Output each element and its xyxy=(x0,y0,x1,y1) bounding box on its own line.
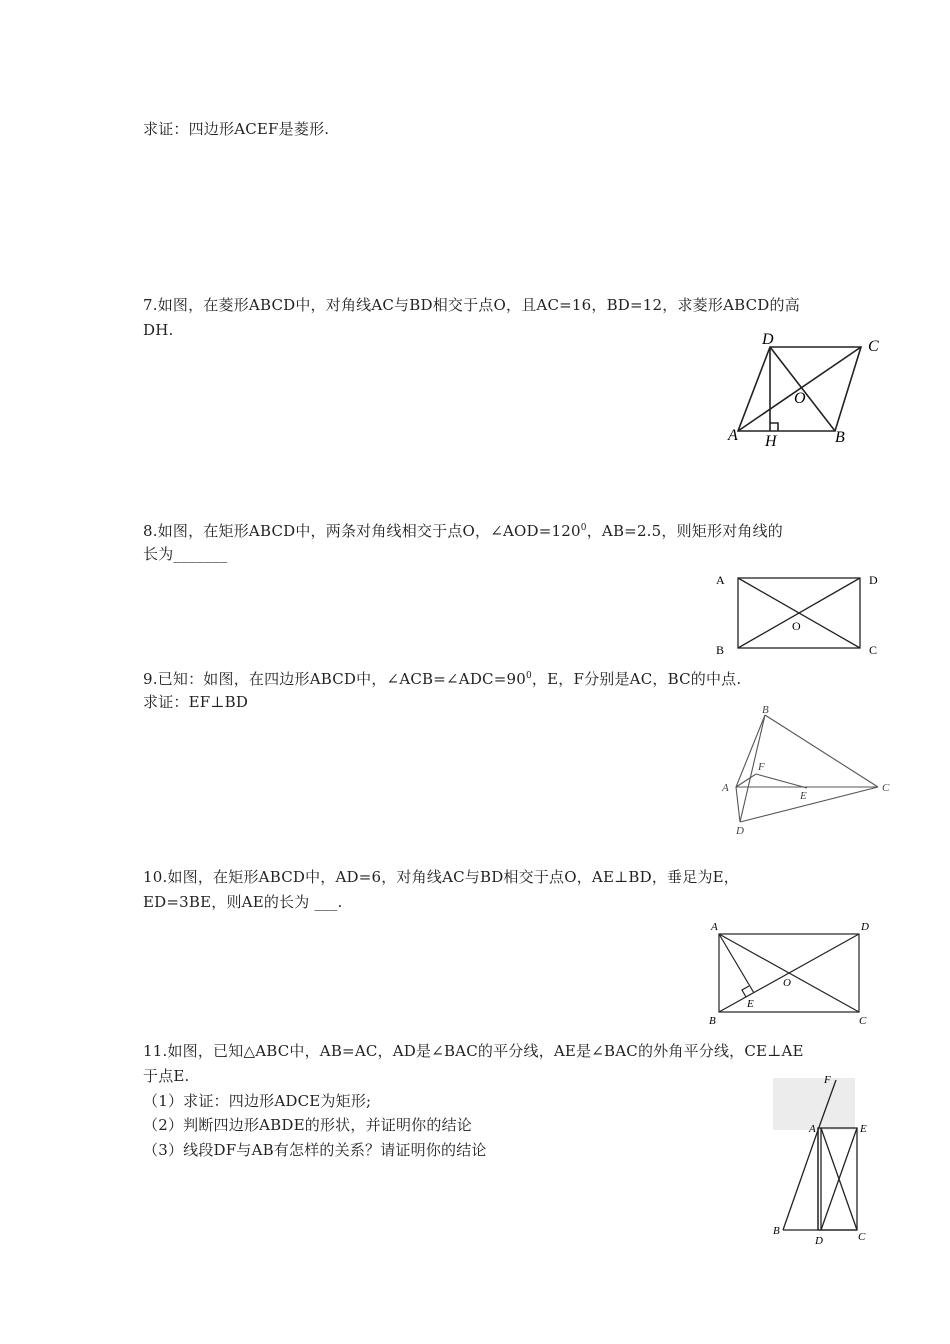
q9-line2: 求证：EF⊥BD xyxy=(143,693,249,711)
q7-label-b: B xyxy=(835,429,845,446)
q8-line1-a: 8.如图，在矩形ABCD中，两条对角线相交于点O，∠AOD=120 xyxy=(143,522,581,540)
q10-label-c: C xyxy=(859,1015,867,1027)
q11-line1: 11.如图，已知△ABC中，AB=AC，AD是∠BAC的平分线，AE是∠BAC的外角平分线，CE⊥AE xyxy=(143,1042,804,1060)
q8-degree-sup: 0 xyxy=(580,523,587,533)
q9-segment-dc xyxy=(740,787,878,822)
q11-part3: （3）线段DF与AB有怎样的关系？请证明你的结论 xyxy=(143,1141,487,1159)
q11-triangle-figure xyxy=(765,1072,880,1247)
q7-label-h: H xyxy=(765,433,777,450)
q11-label-c: C xyxy=(858,1231,866,1243)
q7-label-a: A xyxy=(728,427,738,444)
q9-label-c: C xyxy=(882,782,890,794)
q7-line2: DH. xyxy=(143,321,174,339)
q8-label-o: O xyxy=(792,619,801,633)
q11-line2: 于点E. xyxy=(143,1067,190,1085)
q11-label-e: E xyxy=(860,1123,867,1135)
q9-line1-a: 9.已知：如图，在四边形ABCD中，∠ACB=∠ADC=90 xyxy=(143,670,526,688)
q10-label-e: E xyxy=(747,998,754,1010)
q10-label-a: A xyxy=(711,921,718,933)
q11-label-b: B xyxy=(773,1225,780,1237)
q10-rectangle-figure xyxy=(705,918,880,1030)
q8-label-a: A xyxy=(716,573,725,587)
q11-segment-ab xyxy=(783,1130,818,1230)
q11-label-f: F xyxy=(824,1074,831,1086)
q11-part2: （2）判断四边形ABDE的形状，并证明你的结论 xyxy=(143,1116,472,1134)
q8-line1-b: ，AB=2.5，则矩形对角线的 xyxy=(586,522,783,540)
q7-label-o: O xyxy=(794,390,806,407)
q7-label-c: C xyxy=(868,338,879,355)
q6-line1: 求证：四边形ACEF是菱形. xyxy=(143,120,330,138)
q7-line1: 7.如图，在菱形ABCD中，对角线AC与BD相交于点O，且AC=16，BD=12，求菱形ABCD的高 xyxy=(143,296,800,314)
q9-label-f: F xyxy=(758,761,765,773)
q9-degree-sup: 0 xyxy=(525,671,532,681)
q7-diagonal-ac xyxy=(738,347,861,431)
q8-label-b: B xyxy=(716,643,725,657)
q7-diagonal-bd xyxy=(770,347,835,431)
q7-right-angle-mark xyxy=(770,423,778,431)
q9-label-b: B xyxy=(762,704,769,716)
q8-label-d: D xyxy=(869,573,878,587)
q11-label-d: D xyxy=(815,1235,823,1247)
q10-label-d: D xyxy=(861,921,869,933)
q9-quadrilateral-figure xyxy=(712,700,897,840)
q9-segment-ef xyxy=(756,774,807,788)
q10-label-b: B xyxy=(709,1015,716,1027)
q10-line1: 10.如图，在矩形ABCD中，AD=6，对角线AC与BD相交于点O，AE⊥BD，垂足为E， xyxy=(143,868,740,886)
q11-label-a: A xyxy=(809,1123,816,1135)
q9-segment-ad xyxy=(736,787,740,822)
q8-label-c: C xyxy=(869,643,878,657)
q10-line2: ED=3BE，则AE的长为 ___. xyxy=(143,893,343,911)
q9-label-a: A xyxy=(722,782,729,794)
q9-label-e: E xyxy=(800,790,807,802)
q7-rhombus-figure xyxy=(722,330,892,450)
q7-label-d: D xyxy=(762,331,774,348)
q10-perpendicular-ae xyxy=(719,934,754,993)
q8-line2: 长为_______ xyxy=(143,545,228,563)
q9-line1 xyxy=(143,665,741,690)
q9-line1-b: ，E，F分别是AC，BC的中点. xyxy=(531,670,742,688)
q10-label-o: O xyxy=(783,977,791,989)
q9-segment-bc xyxy=(765,715,878,787)
q8-line1 xyxy=(143,517,783,542)
q9-label-d: D xyxy=(736,825,744,837)
q11-part1: （1）求证：四边形ADCE为矩形; xyxy=(143,1092,372,1110)
q8-rectangle-figure xyxy=(712,570,882,658)
